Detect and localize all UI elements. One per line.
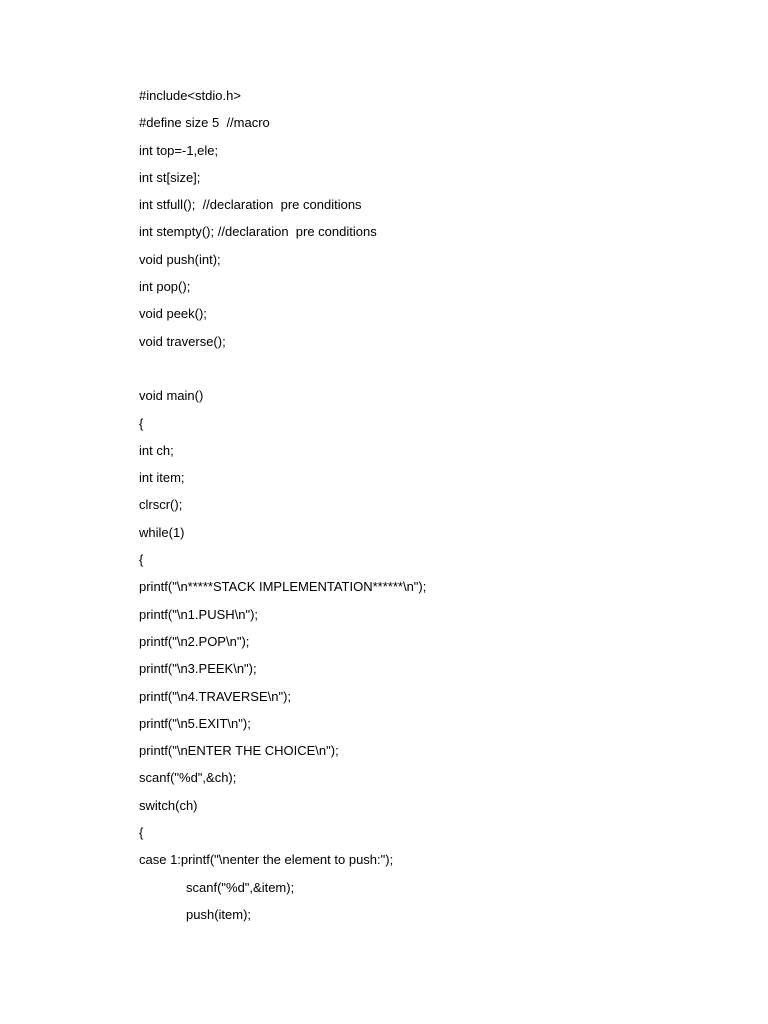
code-line: push(item); [186, 906, 252, 922]
code-line: printf("\n5.EXIT\n"); [139, 715, 251, 731]
code-line: int stempty(); //declaration pre conditions [139, 224, 377, 240]
code-line: int stfull(); //declaration pre conditions [139, 197, 362, 213]
code-line: clrscr(); [139, 497, 183, 513]
code-line: scanf("%d",&item); [186, 879, 295, 895]
blank-line [139, 359, 739, 386]
code-line: { [139, 825, 144, 841]
code-line: int st[size]; [139, 169, 201, 185]
code-line: printf("\n4.TRAVERSE\n"); [139, 688, 292, 704]
code-line: int item; [139, 470, 185, 486]
code-line: void push(int); [139, 251, 221, 267]
code-line: printf("\n3.PEEK\n"); [139, 661, 257, 677]
code-line: printf("\n1.PUSH\n"); [139, 606, 259, 622]
code-listing [139, 86, 739, 932]
code-line: int top=-1,ele; [139, 142, 219, 158]
code-line: { [139, 552, 144, 568]
code-line: #define size 5 //macro [139, 115, 270, 131]
code-line: printf("\n2.POP\n"); [139, 633, 250, 649]
code-line: while(1) [139, 524, 185, 540]
code-line: int pop(); [139, 279, 191, 295]
code-line: { [139, 415, 144, 431]
code-line: scanf("%d",&ch); [139, 770, 237, 786]
code-line: printf("\n*****STACK IMPLEMENTATION******\n"); [139, 579, 427, 595]
code-line: case 1:printf("\nenter the element to push:"); [139, 852, 394, 868]
code-line: void main() [139, 388, 204, 404]
code-line: switch(ch) [139, 797, 198, 813]
code-line: printf("\nENTER THE CHOICE\n"); [139, 743, 339, 759]
code-line: #include<stdio.h> [139, 88, 241, 103]
code-line: void peek(); [139, 306, 207, 322]
code-line: int ch; [139, 442, 174, 458]
code-line: void traverse(); [139, 333, 226, 349]
